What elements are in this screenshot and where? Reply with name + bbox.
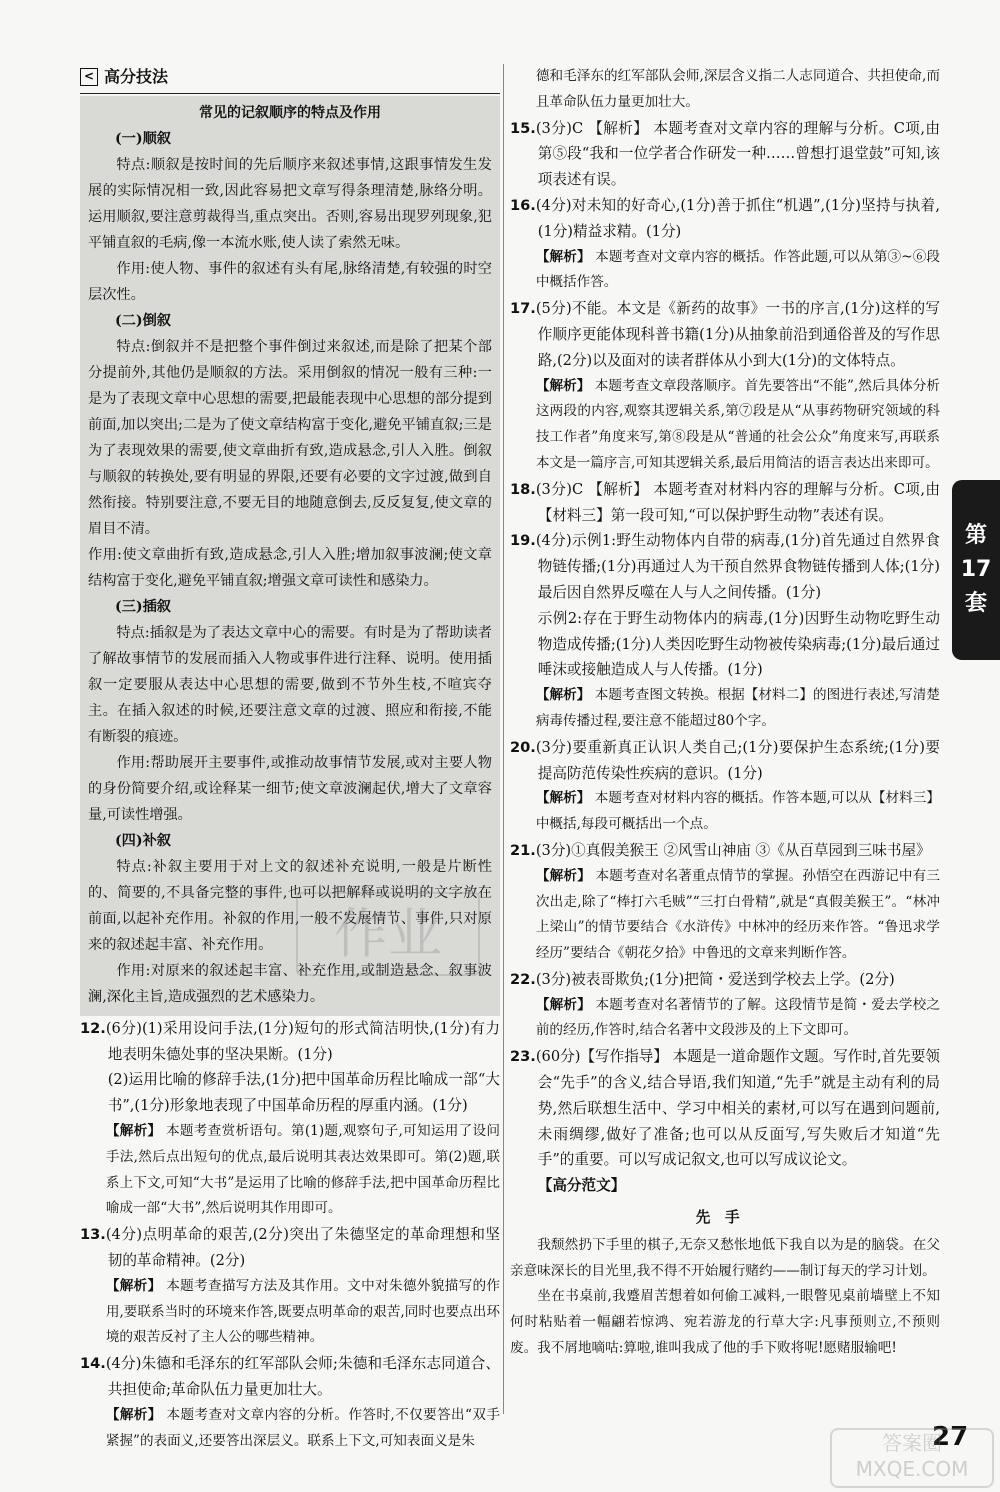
analysis-text: 本题考查对文章内容的分析。作答时,不仅要答出“双手紧握”的表面义,还要答出深层义。联系上下文,可知表面义是朱 [105,1406,500,1449]
tips-paragraph: 特点:插叙是为了表达文章中心的需要。有时是为了帮助读者了解故事情节的发展而插入人物或事件进行注释、说明。使用插叙一定要服从表达中心思想的需要,做到不节外生枝,不喧宾夺主。在插入叙述的时候,还要注意文章的过渡、照应和衔接,不能有断裂的痕迹。 [88,624,492,745]
answer-text: (5分)不能。本文是《新药的故事》一书的序言,(1分)这样的写作顺序更能体现科普书籍(1分)从抽象前沿到通俗普及的写作思路,(2分)以及面对的读者群体从小到大(1分)的文体特点。 [535,300,940,369]
essay-paragraph: 坐在书桌前,我蹙眉苦想着如何偷工减料,一眼瞥见桌前墙壁上不知何时粘贴着一幅翩若惊鸿、宛若游龙的行草大字:凡事预则立,不预则废。我不屑地嘀咕:算啦,谁叫我成了他的手下败将呢!愿赌服输吧! [510,1288,940,1357]
analysis [510,245,940,297]
answer-text: (3分)要重新真正认识人类自己;(1分)要保护生态系统;(1分)要提高防范传染性疾病的意识。(1分) [535,738,940,782]
question-number: 15. [510,119,536,137]
question-number: 23. [510,1048,536,1066]
watermark: 作业 [296,892,480,976]
analysis-text: 本题考查对材料内容的概括。作答本题,可以从【材料三】中概括,每段可概括出一个点。 [535,790,941,833]
analysis-text: 本题考查文章段落顺序。首先要答出“不能”,然后具体分析这两段的内容,观察其逻辑关系,第⑦段是从“从事药物研究领域的科技工作者”角度来写,第⑧段是从“普通的社会公众”角度来写,再联系本文是一篇序言,可知其逻辑关系,最后用简洁的语言表达出来即可。 [535,377,941,471]
analysis-tag: 【解析】 [105,1277,162,1294]
answer-14 [80,1351,500,1403]
watermark-line: 答案圈 [882,1431,942,1455]
question-number: 19. [510,532,536,550]
answer-text: (4分)朱德和毛泽东的红军部队会师;朱德和毛泽东志同道合、共担使命;革命队伍力量更加壮大。 [105,1355,500,1398]
essay-tag-label: 【高分范文】 [537,1177,626,1195]
answer-text: (3分)C 【解析】 本题考查对材料内容的理解与分析。C项,由【材料三】第一段可知,“可以保护野生动物”表述有误。 [535,480,940,524]
answer-17 [510,296,940,373]
watermark-line: MXQE.COM [855,1457,969,1481]
tips-heading: (四)补叙 [114,832,171,849]
analysis [510,374,940,477]
analysis-text: 本题考查描写方法及其作用。文中对朱德外貌描写的作用,要联系当时的环境来作答,既要点明革命的艰苦,同时也要点出环境的艰苦反衬了主人公的哪些精神。 [105,1277,501,1346]
analysis-tag: 【解析】 [535,996,591,1013]
analysis-tag: 【解析】 [535,248,591,265]
analysis-text: 本题考查对文章内容的概括。作答此题,可以从第③~⑥段中概括作答。 [535,248,941,291]
right-column [510,64,940,1362]
analysis [510,786,940,838]
tips-paragraph: 作用:使人物、事件的叙述有头有尾,脉络清楚,有较强的时空层次性。 [88,260,492,303]
site-watermark [830,1428,994,1488]
answer-text: (6分)(1)采用设问手法,(1分)短句的形式简洁明快,(1分)有力地表明朱德处事的坚决果断。(1分) [105,1019,500,1063]
answer-text: (3分)C 【解析】 本题考查对文章内容的理解与分析。C项,由第⑤段“我和一位学者合作研发一种……曾想打退堂鼓”可知,该项表述有误。 [535,119,940,189]
analysis-text: 本题考查赏析语句。第(1)题,观察句子,可知运用了设问手法,然后点出短句的优点,最后说明其表达效果即可。第(2)题,联系上下文,可知“大书”是运用了比喻的修辞手法,把中国革命历程比喻成一部“大书”,然后说明其作用即可。 [105,1122,501,1217]
answer-18 [510,477,940,529]
answer-19 [510,528,940,605]
analysis-tag: 【解析】 [535,867,591,884]
analysis [80,1403,500,1455]
tips-box [80,96,500,1016]
analysis-text: 本题考查对名著情节的了解。这段情节是简・爱去学校之前的经历,作答时,结合名著中文段涉及的上下文即可。 [535,996,940,1039]
analysis-tag: 【解析】 [535,377,591,394]
tips-paragraph: 特点:补叙主要用于对上文的叙述补充说明,一般是片断性的、简要的,不具备完整的事件,也可以把解释或说明的文字放在前面,以起补充作用。补叙的作用,一般不发展情节、事件,只对原来的叙述起丰富、补充作用。 [88,858,492,953]
question-number: 21. [510,841,536,859]
arrow-icon: < [80,68,98,86]
answer-text: (3分)被表哥欺负;(1分)把简・爱送到学校去上学。(2分) [535,970,895,988]
left-column [80,64,500,1454]
analysis-tag: 【解析】 [535,790,591,807]
analysis [510,864,940,967]
question-number: 14. [80,1355,106,1373]
analysis-tag: 【解析】 [535,687,591,704]
essay-paragraph: 我颓然扔下手里的棋子,无奈又愁怅地低下我自以为是的脑袋。在父亲意味深长的目光里,我不得不开始履行赌约——制订每天的学习计划。 [510,1236,940,1279]
tips-paragraph: 作用:使文章曲折有致,造成悬念,引人入胜;增加叙事波澜;使文章结构富于变化,避免平铺直叙;增强文章可读性和感染力。 [88,546,492,589]
set-tab-number: 17 [960,557,992,582]
answer-text: (4分)示例1:野生动物体内自带的病毒,(1分)首先通过自然界食物链传播;(1分)再通过人为干预自然界食物链传播到人体;(1分)最后因自然界反噬在人与人之间传播。(1分) [535,532,940,601]
tips-paragraph: 作用:帮助展开主要事件,或推动故事情节发展,或对主要人物的身份简要介绍,或诠释某一细节;使文章波澜起伏,增大了文章容量,可读性增强。 [88,754,492,823]
analysis-text: 本题考查对名著重点情节的掌握。孙悟空在西游记中有三次出走,除了“棒打六毛贼”“三打白骨精”,就是“真假美猴王”。“林冲上梁山”的情节要结合《水浒传》中林冲的经历来作答。“鲁迅求学经历”要结合《朝花夕拾》中鲁迅的文章来判断作答。 [535,867,940,962]
analysis-tag: 【解析】 [105,1406,162,1423]
answer-12 [80,1016,500,1068]
analysis-tag: 【解析】 [105,1122,162,1139]
answer-text: (4分)对未知的好奇心,(1分)善于抓住“机遇”,(1分)坚持与执着,(1分)精益求精。(1分) [535,196,940,240]
analysis-continued: 德和毛泽东的红军部队会师,深层含义指二人志同道合、共担使命,而且革命队伍力量更加壮大。 [535,68,940,110]
analysis [510,683,940,735]
essay-tag [510,1173,940,1199]
analysis [510,993,940,1045]
answer-text: (3分)①真假美猴王 ②风雪山神庙 ③《从百草园到三味书屋》 [535,841,931,859]
analysis [80,1274,500,1351]
analysis-text: 本题考查图文转换。根据【材料二】的图进行表述,写清楚病毒传播过程,要注意不能超过80个字。 [535,687,941,729]
answer-16 [510,193,940,245]
answer-20 [510,735,940,787]
page-number: 27 [932,1422,969,1452]
analysis [80,1119,500,1222]
question-number: 20. [510,738,536,756]
set-number-tab [952,480,1000,660]
tips-title: 常见的记叙顺序的特点及作用 [199,104,381,121]
question-number: 12. [80,1019,106,1037]
question-number: 18. [510,480,536,498]
answer-text: (4分)点明革命的艰苦,(2分)突出了朱德坚定的革命理想和坚韧的革命精神。(2分) [105,1226,500,1269]
tips-heading: (三)插叙 [114,598,171,615]
set-tab-line: 第 [964,523,987,548]
tips-paragraph: 特点:顺叙是按时间的先后顺序来叙述事情,这跟事情发生发展的实际情况相一致,因此容易把文章写得条理清楚,脉络分明。运用顺叙,要注意剪裁得当,重点突出。否则,容易出现罗列现象,犯平铺直叙的毛病,像一本流水账,使人读了索然无味。 [88,156,492,251]
answer-23 [510,1044,940,1173]
question-number: 17. [510,300,536,318]
answer-22 [510,967,940,993]
column-divider [503,64,504,1414]
tips-heading: (一)顺叙 [114,130,171,147]
answer-text: (2)运用比喻的修辞手法,(1分)把中国革命历程比喻成一部“大书”,(1分)形象地表现了中国革命历程的厚重内涵。(1分) [107,1071,500,1115]
answer-text: 示例2:存在于野生动物体内的病毒,(1分)因野生动物吃野生动物造成传播;(1分)人类因吃野生动物被传染病毒;(1分)最后通过唾沫或接触造成人与人传播。(1分) [537,609,940,679]
tips-paragraph: 作用:对原来的叙述起丰富、补充作用,或制造悬念、叙事波澜,深化主旨,造成强烈的艺术感染力。 [88,962,492,1005]
answer-text: (60分)【写作指导】 本题是一道命题作文题。写作时,首先要领会“先手”的含义,结合导语,我们知道,“先手”就是主动有利的局势,然后联想生活中、学习中相关的素材,可以写在遇到问题前,未雨绸缪,做好了准备;也可以从反面写,写失败后才知道“先手”的重要。可以写成记叙文,也可以写成议论文。 [535,1048,940,1169]
answer-21 [510,838,940,864]
question-number: 22. [510,970,536,988]
answer-15 [510,116,940,193]
answer-13 [80,1222,500,1274]
tips-paragraph: 特点:倒叙并不是把整个事件倒过来叙述,而是除了把某个部分提前外,其他仍是顺叙的方法。采用倒叙的情况一般有三种:一是为了表现文章中心思想的需要,把最能表现中心思想的部分提到前面,加以突出;二是为了使文章结构富于变化,避免平铺直叙;三是为了表现效果的需要,使文章曲折有致,造成悬念,引人入胜。倒叙与顺叙的转换处,要有明显的界限,还要有必要的文字过渡,做到自然衔接。特别要注意,不要无目的地随意倒去,反反复复,使文章的眉目不清。 [88,338,492,537]
question-number: 13. [80,1226,106,1244]
question-number: 16. [510,196,536,214]
tips-heading: (二)倒叙 [114,312,171,329]
section-title: 高分技法 [104,67,169,86]
set-tab-line: 套 [964,591,987,616]
essay-title: 先手 [695,1209,755,1227]
section-header [80,64,500,94]
